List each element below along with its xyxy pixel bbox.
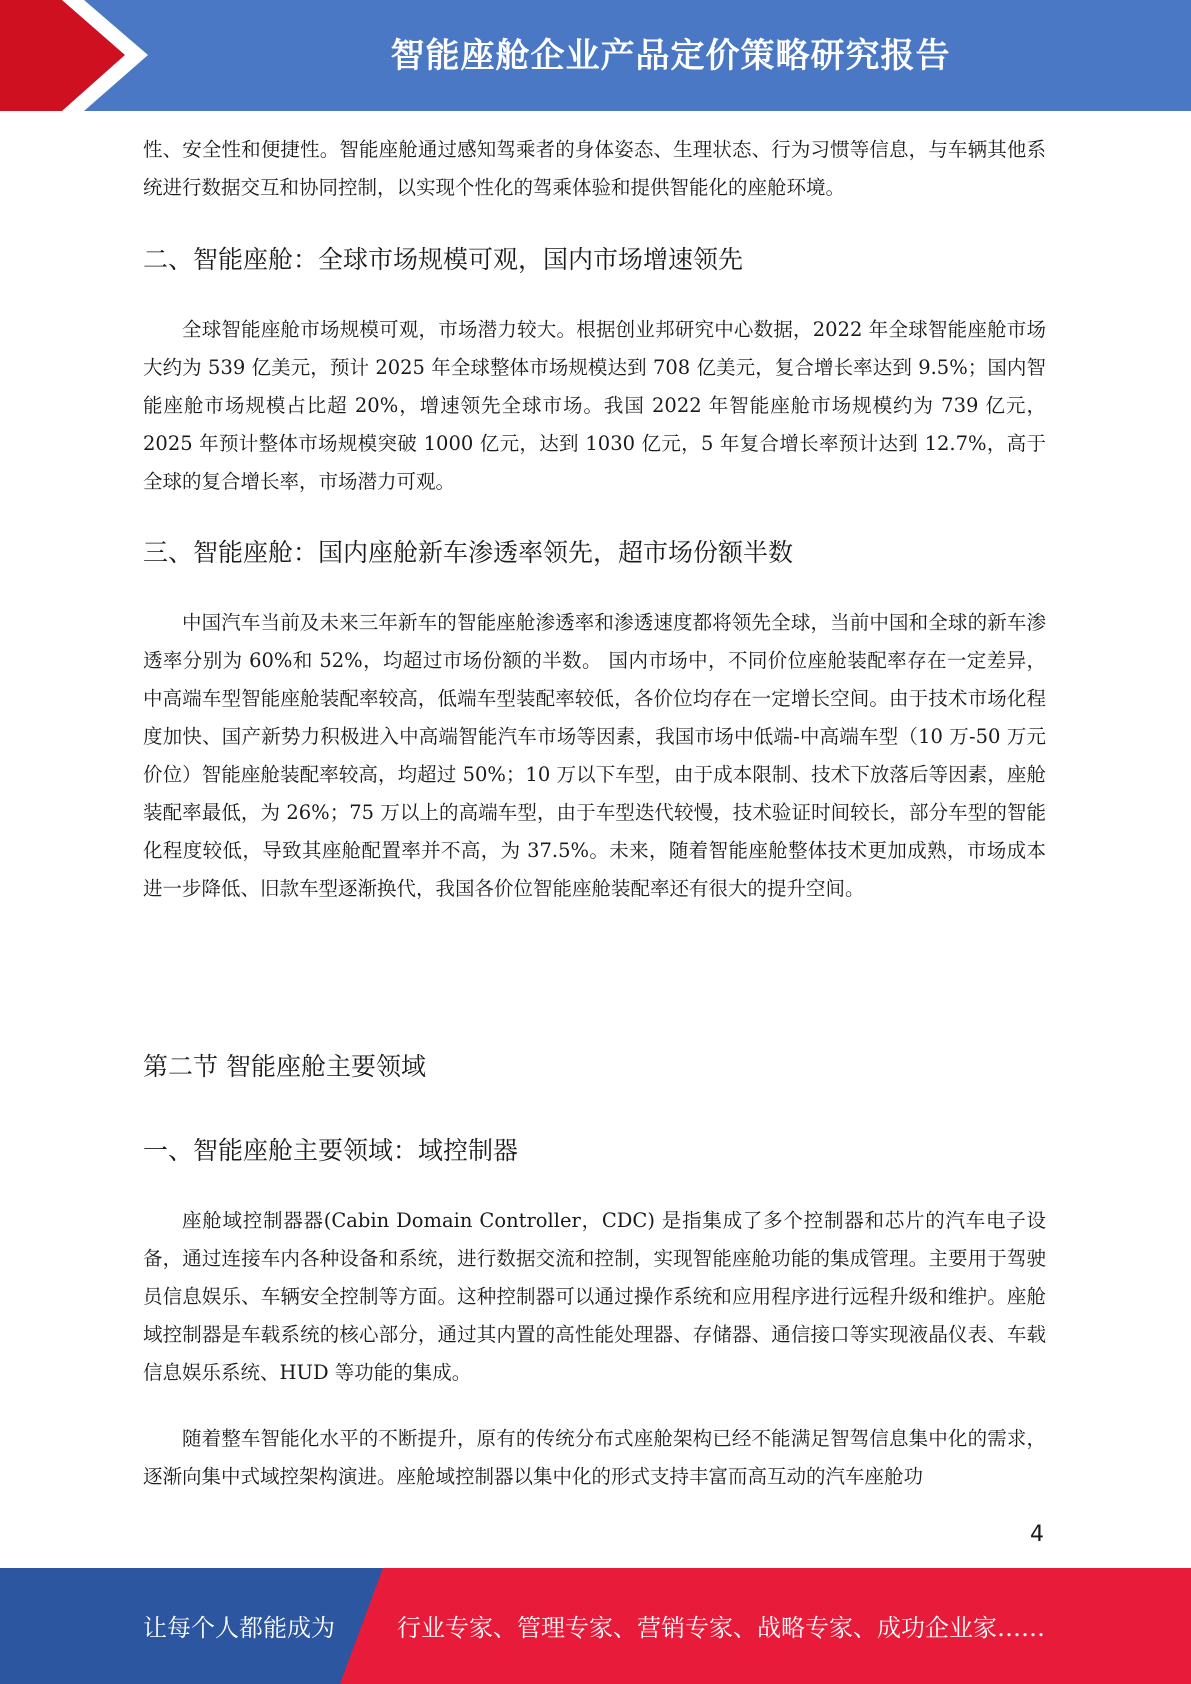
section-heading: 三、智能座舱：国内座舱新车渗透率领先，超市场份额半数: [143, 538, 794, 567]
paragraph: 全球智能座舱市场规模可观，市场潜力较大。根据创业邦研究中心数据，2022 年全球智能座舱市场大约为 539 亿美元，预计 2025 年全球整体市场规模达到 708 亿美元，复合增长率达到 9.5%；国内智能座舱市场规模占比超 20%，增速领先全球市场。我国 2022 年智能座舱市场规模约为 739 亿元，2025 年预计整体市场规模突破 1000 亿元，达到 1030 亿元，5 年复合增长率预计达到 12.7%，高于全球的复合增长率，市场潜力可观。: [143, 318, 1046, 493]
section-three-body: [143, 604, 1046, 908]
footer-slogan-left: 让每个人都能成为: [143, 1614, 335, 1642]
footer-slogan-right: 行业专家、管理专家、营销专家、战略专家、成功企业家……: [397, 1614, 1045, 1642]
chapter-heading: 第二节 智能座舱主要领域: [143, 1052, 426, 1081]
page-header: [0, 0, 1191, 111]
paragraph: 中国汽车当前及未来三年新车的智能座舱渗透率和渗透速度都将领先全球，当前中国和全球的新车渗透率分别为 60%和 52%，均超过市场份额的半数。 国内市场中，不同价位座舱装配率存在一定差异，中高端车型智能座舱装配率较高，低端车型装配率较低，各价位均存在一定增长空间。由于技术市场化程度加快、国产新势力积极进入中高端智能汽车市场等因素，我国市场中低端-中高端车型（10 万-50 万元价位）智能座舱装配率较高，均超过 50%；10 万以下车型，由于成本限制、技术下放落后等因素，座舱装配率最低，为 26%；75 万以上的高端车型，由于车型迭代较慢，技术验证时间较长，部分车型的智能化程度较低，导致其座舱配置率并不高，为 37.5%。未来，随着智能座舱整体技术更加成熟，市场成本进一步降低、旧款车型逐渐换代，我国各价位智能座舱装配率还有很大的提升空间。: [143, 611, 1046, 900]
paragraph: 座舱域控制器器(Cabin Domain Controller，CDC) 是指集成了多个控制器和芯片的汽车电子设备，通过连接车内各种设备和系统，进行数据交流和控制，实现智能座舱功能的集成管理。主要用于驾驶员信息娱乐、车辆安全控制等方面。这种控制器可以通过操作系统和应用程序进行远程升级和维护。座舱域控制器是车载系统的核心部分，通过其内置的高性能处理器、存储器、通信接口等实现液晶仪表、车载信息娱乐系统、HUD 等功能的集成。: [143, 1209, 1046, 1384]
paragraph: 性、安全性和便捷性。智能座舱通过感知驾乘者的身体姿态、生理状态、行为习惯等信息，与车辆其他系统进行数据交互和协同控制，以实现个性化的驾乘体验和提供智能化的座舱环境。: [143, 138, 1046, 199]
section-one-body: [143, 1202, 1046, 1392]
section-heading: 一、智能座舱主要领域：域控制器: [143, 1136, 519, 1165]
paragraph: 随着整车智能化水平的不断提升，原有的传统分布式座舱架构已经不能满足智驾信息集中化的需求，逐渐向集中式域控架构演进。座舱域控制器以集中化的形式支持丰富而高互动的汽车座舱功: [143, 1427, 1046, 1488]
page-number: 4: [1030, 1522, 1044, 1547]
section-heading: 二、智能座舱：全球市场规模可观，国内市场增速领先: [143, 245, 744, 274]
section-one-block: [143, 1131, 1046, 1167]
section-three-block: [143, 533, 1046, 569]
section-two-body: [143, 311, 1046, 501]
section-two-block: [143, 240, 1046, 276]
section-one-body-2: [143, 1420, 1046, 1496]
chapter-block: [143, 1047, 1046, 1083]
intro-paragraph-block: [143, 131, 1046, 207]
report-title: 智能座舱企业产品定价策略研究报告: [390, 36, 951, 76]
page-footer: [0, 1568, 1191, 1684]
